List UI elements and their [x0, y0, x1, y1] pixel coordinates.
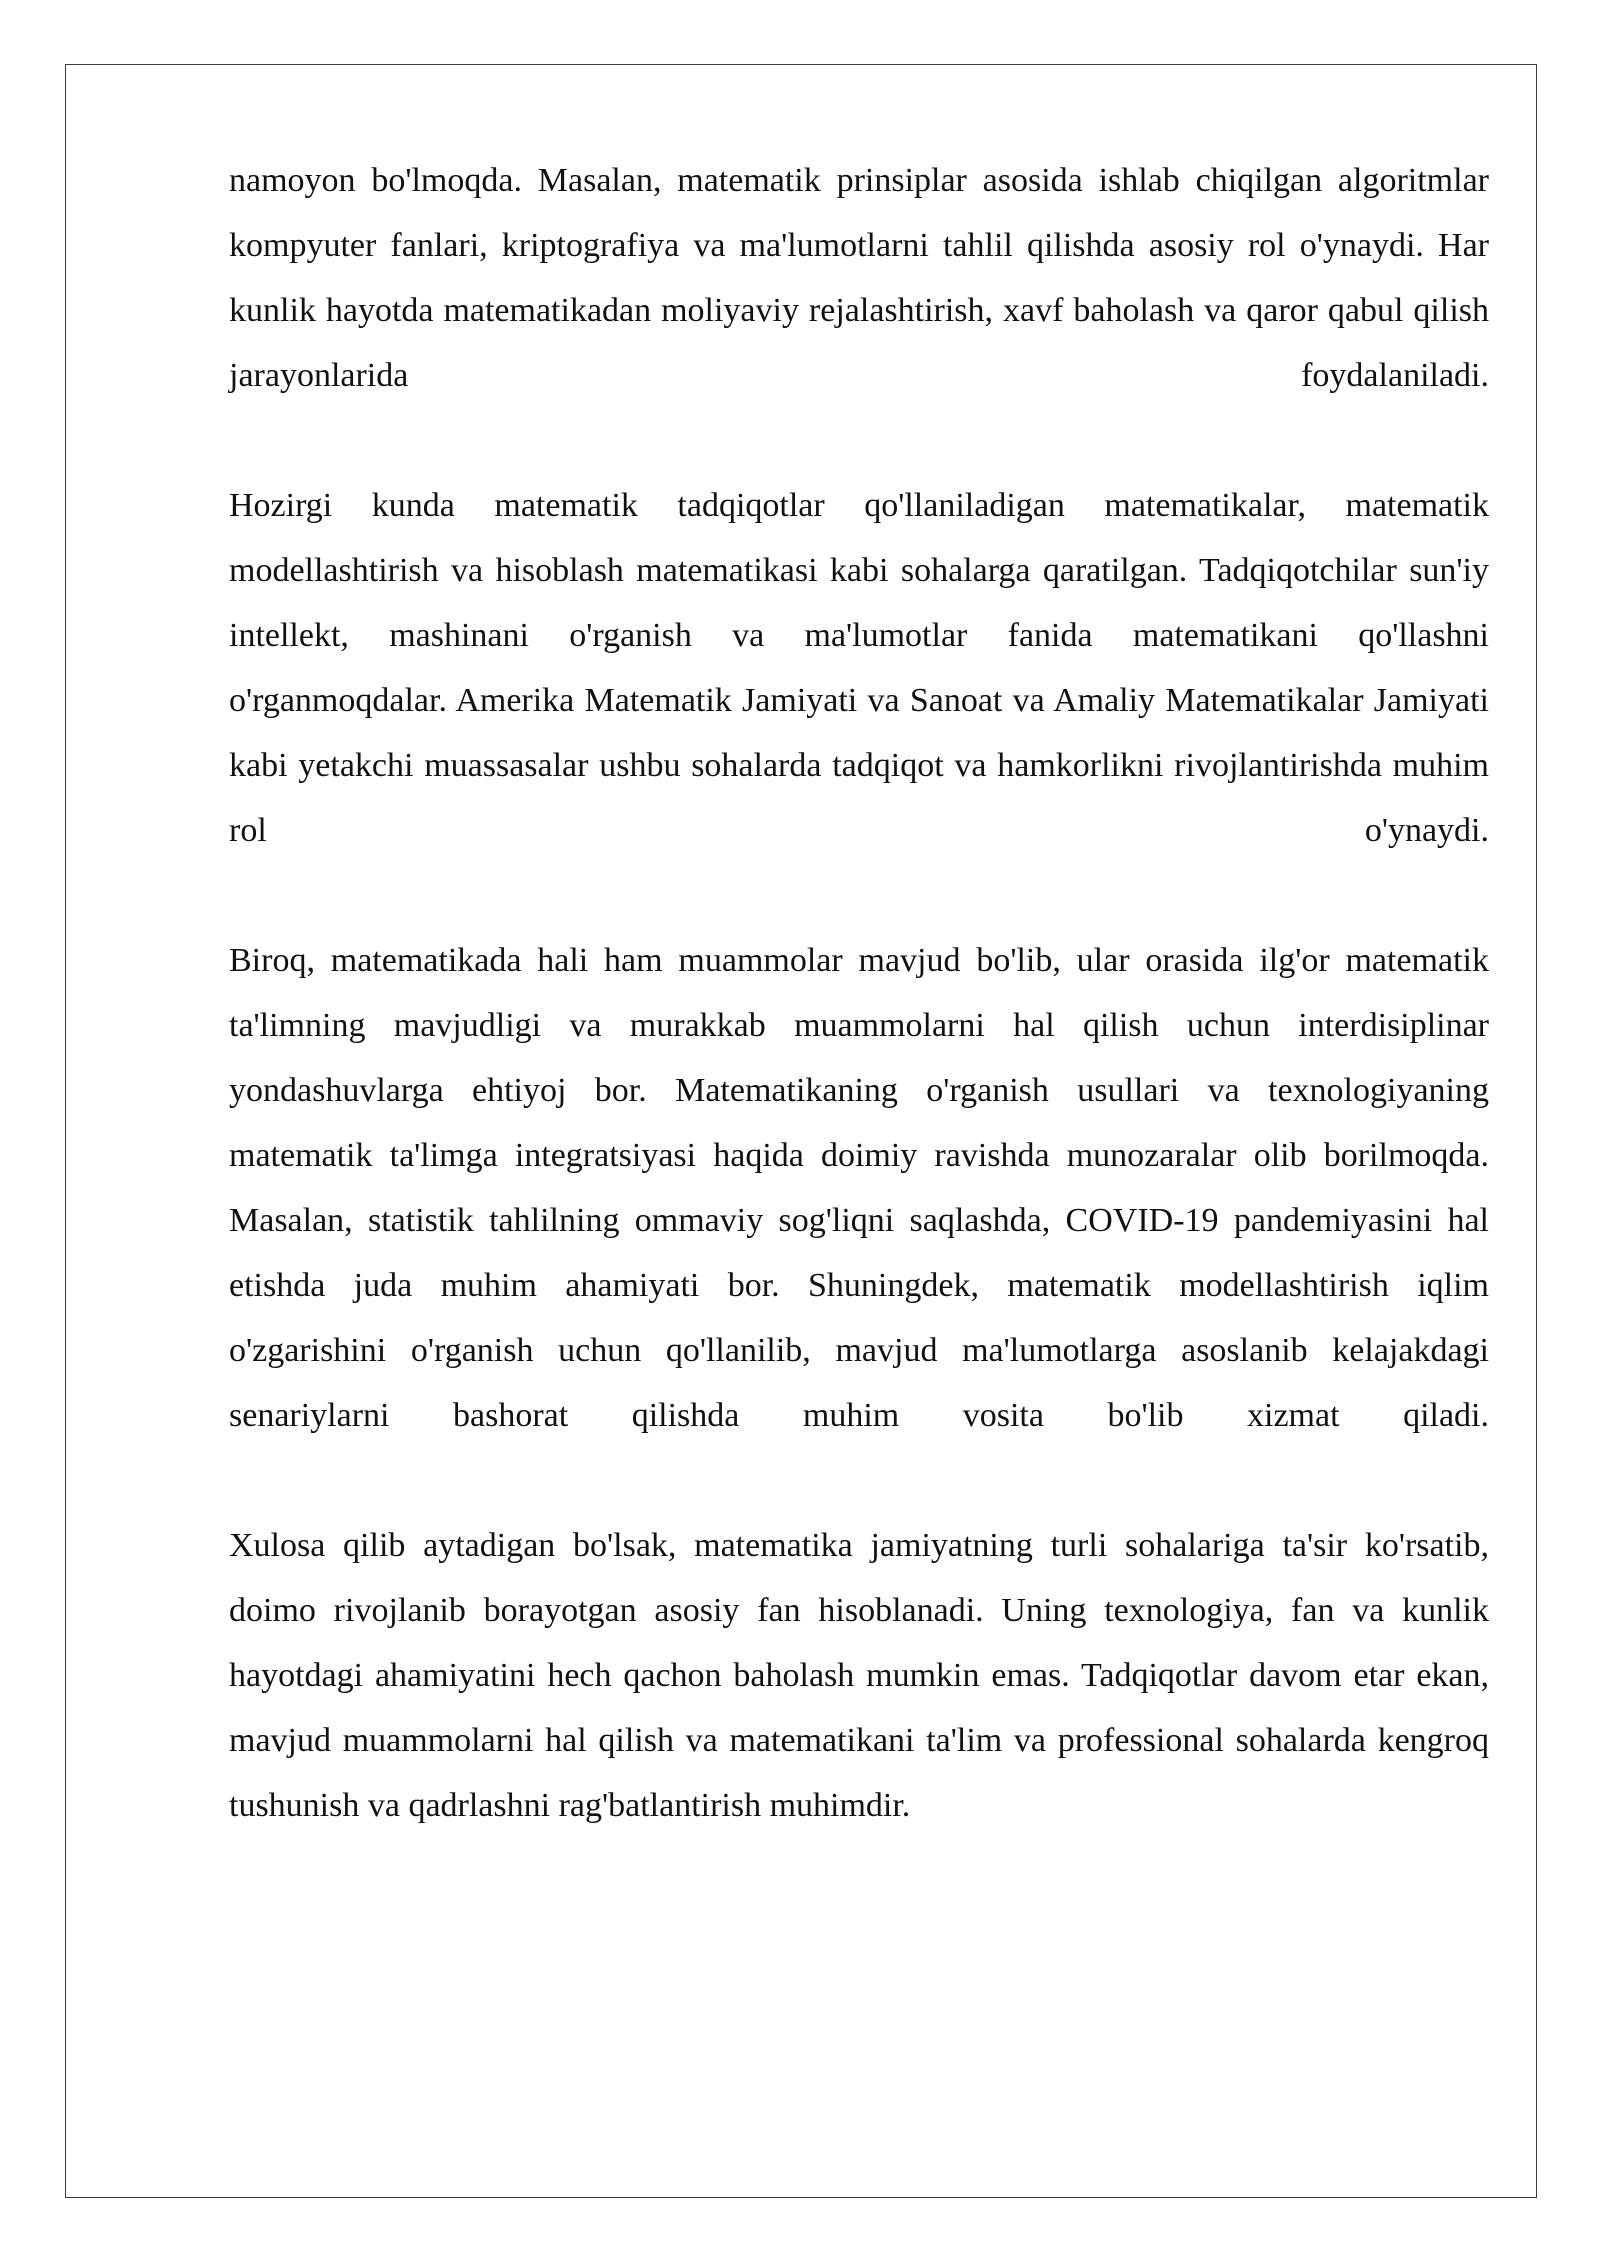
- paragraph-1: namoyon bo'lmoqda. Masalan, matematik prinsiplar asosida ishlab chiqilgan algoritmlar kompyuter fanlari, kriptografiya va ma'lumotlarni tahlil qilishda asosiy rol o'ynaydi. Har kunlik hayotda matematikadan moliyaviy rejalashtirish, xavf baholash va qaror qabul qilish jarayonlarida foydalaniladi.: [229, 162, 1489, 394]
- paragraph-2: Hozirgi kunda matematik tadqiqotlar qo'llaniladigan matematikalar, matematik modellashtirish va hisoblash matematikasi kabi sohalarga qaratilgan. Tadqiqotchilar sun'iy intellekt, mashinani o'rganish va ma'lumotlar fanida matematikani qo'llashni o'rganmoqdalar. Amerika Matematik Jamiyati va Sanoat va Amaliy Matematikalar Jamiyati kabi yetakchi muassasalar ushbu sohalarda tadqiqot va hamkorlikni rivojlantirishda muhim rol o'ynaydi.: [229, 487, 1489, 849]
- paragraph-4: Xulosa qilib aytadigan bo'lsak, matematika jamiyatning turli sohalariga ta'sir ko'rsatib, doimo rivojlanib borayotgan asosiy fan hisoblanadi. Uning texnologiya, fan va kunlik hayotdagi ahamiyatini hech qachon baholash mumkin emas. Tadqiqotlar davom etar ekan, mavjud muammolarni hal qilish va matematikani ta'lim va professional sohalarda kengroq tushunish va qadrlashni rag'batlantirish muhimdir.: [229, 1527, 1489, 1824]
- paragraph-3: Biroq, matematikada hali ham muammolar mavjud bo'lib, ular orasida ilg'or matematik ta'limning mavjudligi va murakkab muammolarni hal qilish uchun interdisiplinar yondashuvlarga ehtiyoj bor. Matematikaning o'rganish usullari va texnologiyaning matematik ta'limga integratsiyasi haqida doimiy ravishda munozaralar olib borilmoqda. Masalan, statistik tahlilning ommaviy sog'liqni saqlashda, COVID-19 pandemiyasini hal etishda juda muhim ahamiyati bor. Shuningdek, matematik modellashtirish iqlim o'zgarishini o'rganish uchun qo'llanilib, mavjud ma'lumotlarga asoslanib kelajakdagi senariylarni bashorat qilishda muhim vosita bo'lib xizmat qiladi.: [229, 942, 1489, 1434]
- document-body: [229, 148, 1489, 1838]
